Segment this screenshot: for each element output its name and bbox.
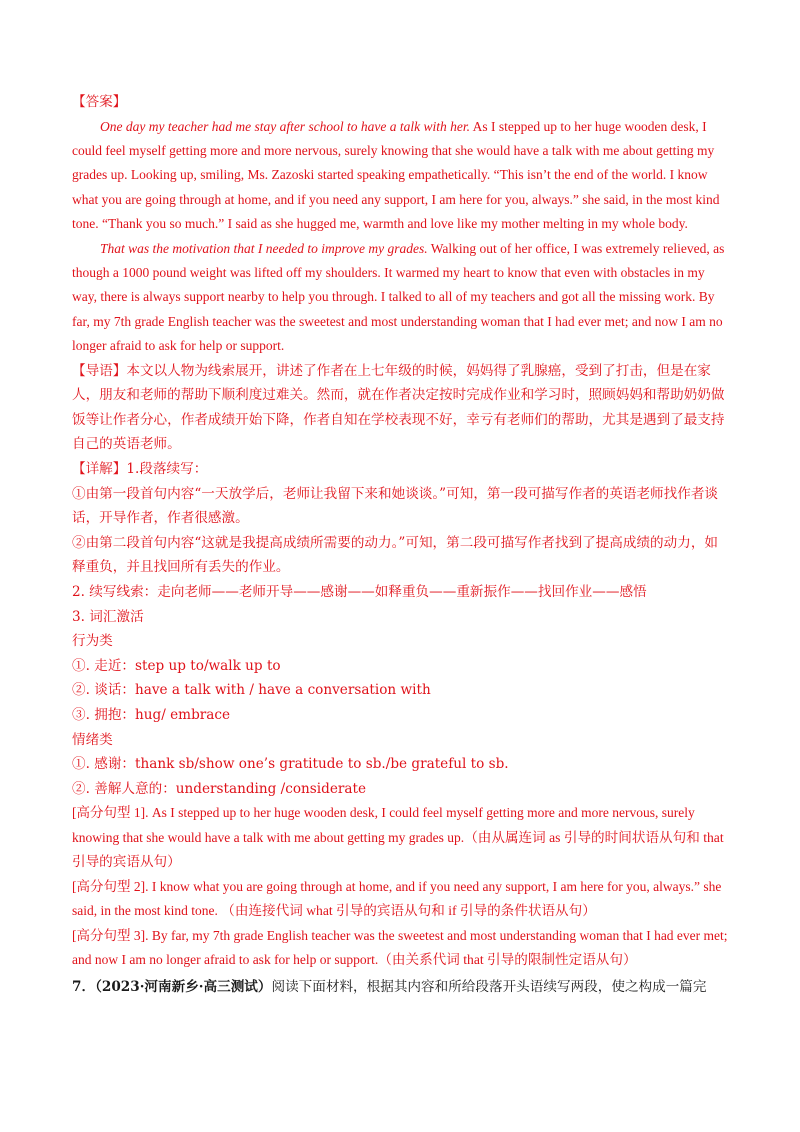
- emotion-category-title: 情绪类: [72, 731, 113, 748]
- paragraph-1-opening: One day my teacher had me stay after school to have a talk with her.: [100, 118, 471, 134]
- detail-first-point: 1.段落续写：: [126, 461, 208, 478]
- behavior-item: ②. 谈话：have a talk with / have a conversation with: [72, 682, 431, 699]
- detail-vocab-heading: 3. 词汇激活: [72, 608, 144, 625]
- document-content: [72, 90, 728, 1000]
- paragraph-1-body: As I stepped up to her huge wooden desk, I could feel myself getting more and more nervous, surely knowing that she would have a talk with me about getting my grades up. Looking up, smiling, Ms. Zazoski started speaking empathetically. “This isn’t the end of the world. I know what you are going through at home, and if you need any support, I am here for you, always.” she said, in the most kind tone. “Thank you so much.” I said as she hugged me, warmth and love like my mother melting in my whole body.: [72, 118, 720, 232]
- question-number: 7．: [72, 978, 96, 995]
- sentence-pattern-text: [高分句型 3]. By far, my 7th grade English teacher was the sweetest and most understanding woman that I had ever met; and now I am no longer afraid to ask for help or support.: [72, 927, 728, 968]
- detail-item-1: ①由第一段首句内容“一天放学后，老师让我留下来和她谈谈。”可知，第一段可描写作者的英语老师找作者谈话，开导作者，作者很感激。: [72, 485, 719, 527]
- sentence-pattern-1: [72, 801, 728, 875]
- sentence-pattern-2: [72, 875, 728, 924]
- sentence-pattern-3: [72, 924, 728, 973]
- paragraph-2-opening: That was the motivation that I needed to improve my grades.: [100, 240, 428, 256]
- sentence-pattern-note: （由关系代词 that 引导的限制性定语从句）: [378, 952, 637, 968]
- detail-label: 【详解】: [72, 461, 127, 478]
- behavior-item: ①. 走近：step up to/walk up to: [72, 657, 281, 674]
- sentence-pattern-text: [高分句型 1]. As I stepped up to her huge wooden desk, I could feel myself getting more and more nervous, surely knowing that she would have a talk with me about getting my grades up.: [72, 805, 695, 845]
- detail-clue: 2. 续写线索：走向老师——老师开导——感谢——如释重负——重新振作——找回作业——感悟: [72, 584, 647, 600]
- behavior-item: ③. 拥抱：hug/ embrace: [72, 706, 231, 723]
- sentence-pattern-note: （由连接代词 what 引导的宾语从句和 if 引导的条件状语从句）: [217, 903, 596, 919]
- question-text: 阅读下面材料，根据其内容和所给段落开头语续写两段，使之构成一篇完: [271, 978, 707, 995]
- detail-header: [72, 457, 728, 482]
- guide-section: [72, 359, 728, 457]
- question-7: [72, 975, 728, 1000]
- emotion-item: ①. 感谢：thank sb/show one’s gratitude to sb./be grateful to sb.: [72, 756, 509, 773]
- sentence-pattern-text: [高分句型 2]. I know what you are going through at home, and if you need any support, I am here for you, always.” she said, in the most kind tone.: [72, 878, 722, 919]
- sentence-pattern-note: （由从属连词 as 引导的时间状语从句和 that 引导的宾语从句）: [72, 829, 724, 870]
- answer-header: 【答案】: [72, 94, 127, 110]
- detail-item-2: ②由第二段首句内容“这就是我提高成绩所需要的动力。”可知，第二段可描写作者找到了提高成绩的动力，如释重负，并且找回所有丢失的作业。: [72, 534, 719, 576]
- guide-label: 【导语】: [72, 362, 127, 379]
- answer-paragraph-2: [72, 237, 728, 359]
- emotion-item: ②. 善解人意的：understanding /considerate: [72, 780, 366, 797]
- guide-text: 本文以人物为线索展开，讲述了作者在上七年级的时候，妈妈得了乳腺癌，受到了打击，但是在家人，朋友和老师的帮助下顺利度过难关。然而，就在作者决定按时完成作业和学习时，照顾妈妈和帮助奶奶做饭等让作者分心，作者成绩开始下降，作者自知在学校表现不好，幸亏有老师们的帮助，尤其是遇到了最支持自己的英语老师。: [72, 362, 725, 453]
- behavior-category-title: 行为类: [72, 633, 113, 650]
- answer-paragraph-1: [72, 115, 728, 237]
- question-source: （2023·河南新乡·高三测试）: [95, 978, 272, 995]
- paragraph-2-body: Walking out of her office, I was extremely relieved, as though a 1000 pound weight was lifted off my shoulders. It warmed my heart to know that even with obstacles in my way, there is always support nearby to help you through. I talked to all of my teachers and got all the missing work. By far, my 7th grade English teacher was the sweetest and most understanding woman that I had ever met; and now I am no longer afraid to ask for help or support.: [72, 240, 725, 354]
